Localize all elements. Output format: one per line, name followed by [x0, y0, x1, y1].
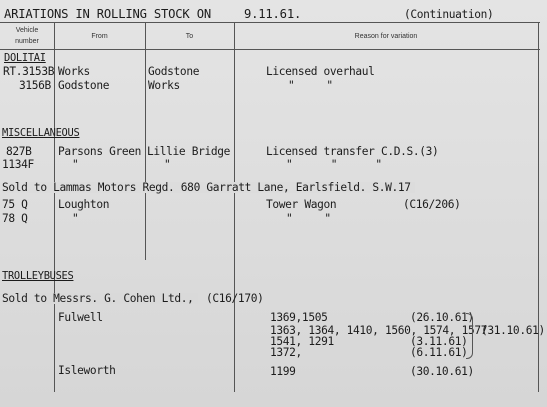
col-header-reason: Reason for variation	[354, 33, 418, 40]
vehicle-numbers: 1541, 1291	[270, 335, 334, 348]
reason-text: " "	[286, 212, 331, 225]
disposal-date: (3.11.61)	[410, 335, 468, 348]
vehicle-number: 827B	[6, 145, 32, 158]
col-header-vehicle: Vehicle	[15, 27, 39, 34]
reason-text: " " "	[286, 158, 382, 171]
section-heading: MISCELLANEOUS	[2, 127, 80, 139]
vehicle-number: 75 Q	[2, 198, 28, 211]
col-header-from: From	[91, 33, 108, 40]
section-heading: TROLLEYBUSES	[2, 270, 74, 282]
vehicle-number: 78 Q	[2, 212, 28, 225]
disposal-date: (31.10.61)	[481, 324, 545, 337]
disposal-date: (6.11.61)	[410, 346, 468, 359]
page-title: ARIATIONS IN ROLLING STOCK ON	[4, 7, 211, 21]
vehicle-number: 1134F	[2, 158, 34, 171]
from-location: Works	[58, 65, 90, 78]
from-location: "	[72, 212, 79, 225]
reason-text: Licensed overhaul	[266, 65, 375, 78]
to-location: Lillie Bridge	[147, 145, 231, 158]
from-location: Godstone	[58, 79, 110, 92]
report-date: 9.11.61.	[244, 7, 302, 21]
col-header-vehicle-sub: number	[15, 38, 39, 45]
section-heading: DOLITAI	[4, 52, 46, 64]
continuation-label: (Continuation)	[404, 8, 494, 21]
sale-note: Sold to Messrs. G. Cohen Ltd.,	[2, 293, 198, 304]
sale-note: Sold to Lammas Motors Regd. 680 Garratt Lane, Earlsfield. S.W.17	[2, 182, 415, 193]
vehicle-number: 3156B	[19, 79, 51, 92]
column-divider	[234, 22, 235, 392]
reason-text: Licensed transfer C.D.S.(3)	[266, 145, 439, 158]
file-reference: (C16/170)	[206, 292, 264, 305]
from-location: "	[72, 158, 79, 171]
to-location: Works	[148, 79, 180, 92]
vehicle-numbers: 1363, 1364, 1410, 1560, 1574, 1577	[270, 324, 488, 337]
column-divider	[145, 22, 146, 260]
to-location: "	[164, 158, 171, 171]
bracket	[466, 313, 473, 359]
vehicle-numbers: 1369,1505	[270, 311, 328, 324]
to-location: Godstone	[148, 65, 200, 78]
from-location: Loughton	[58, 198, 110, 211]
col-header-to: To	[185, 33, 194, 40]
reason-text: " "	[288, 79, 333, 92]
column-divider	[54, 22, 55, 392]
header-top-rule	[0, 22, 540, 23]
vehicle-number: RT.3153B	[3, 65, 55, 78]
from-location: Parsons Green	[58, 145, 142, 158]
disposal-date: (30.10.61)	[410, 365, 474, 378]
reason-text: Tower Wagon	[266, 198, 337, 211]
vehicle-numbers: 1199	[270, 365, 296, 378]
header-bottom-rule	[0, 49, 540, 50]
depot-name: Fulwell	[58, 311, 103, 324]
vehicle-numbers: 1372,	[270, 346, 302, 359]
file-reference: (C16/206)	[403, 198, 461, 211]
disposal-date: (26.10.61)	[410, 311, 474, 324]
depot-name: Isleworth	[58, 364, 116, 377]
